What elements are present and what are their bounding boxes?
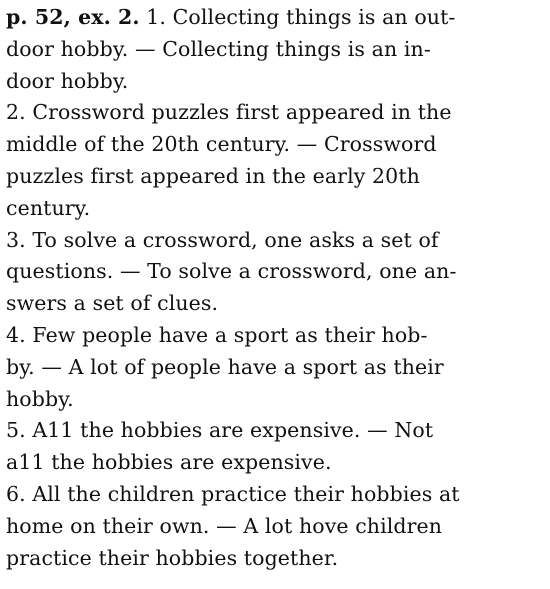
line-1-text: 1. Collecting things is an out- (139, 5, 456, 29)
text-line-17: home on their own. — A lot hove children (6, 513, 443, 538)
text-line-16: 6. All the children practice their hobbies at (6, 481, 460, 506)
text-line-5: middle of the 20th century. — Crossword (6, 132, 437, 157)
text-line-7: century. (6, 195, 91, 220)
text-line-4: 2. Crossword puzzles first appeared in the (6, 100, 452, 125)
text-line-8: 3. To solve a crossword, one asks a set of (6, 227, 439, 252)
text-line-1 (6, 2, 540, 34)
text-line-14: 5. A11 the hobbies are expensive. — Not (6, 418, 434, 443)
text-line-3: door hobby. (6, 68, 129, 93)
text-line-15: a11 the hobbies are expensive. (6, 450, 332, 475)
text-line-13: hobby. (6, 386, 74, 411)
text-line-11: 4. Few people have a sport as their hob- (6, 322, 428, 347)
text-line-2: door hobby. — Collecting things is an in- (6, 36, 431, 61)
text-line-12: by. — A lot of people have a sport as their (6, 354, 444, 379)
text-line-6: puzzles first appeared in the early 20th (6, 163, 420, 188)
text-line-9: questions. — To solve a crossword, one an- (6, 259, 457, 284)
exercise-reference: p. 52, ex. 2. (6, 5, 140, 29)
text-line-18: practice their hobbies together. (6, 545, 339, 570)
text-line-10: swers a set of clues. (6, 291, 219, 316)
